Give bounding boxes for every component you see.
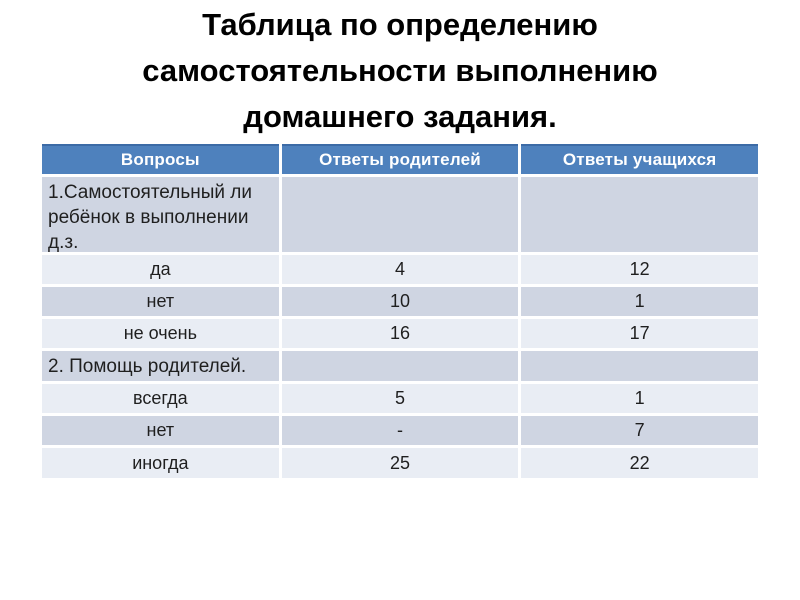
parents-cell: 16 [282,319,519,348]
question-cell: 2. Помощь родителей. [42,351,279,381]
slide-title-line-1: Таблица по определению [202,7,598,42]
parents-cell [282,351,519,381]
slide-title-line-3: домашнего задания. [243,99,557,134]
students-cell: 7 [521,416,758,445]
slide-title-line-2: самостоятельности выполнению [142,53,658,88]
question-cell: 1.Самостоятельный ли ребёнок в выполнении д.з. [42,177,279,252]
col-header-parents-answers: Ответы родителей [282,144,519,174]
answer-label-cell: нет [42,287,279,316]
students-cell: 12 [521,255,758,284]
students-cell: 1 [521,384,758,413]
answer-label-cell: иногда [42,448,279,478]
students-cell [521,351,758,381]
parents-cell [282,177,519,252]
slide-title [0,2,800,140]
parents-cell: 4 [282,255,519,284]
survey-table [42,144,758,478]
parents-cell: 25 [282,448,519,478]
parents-cell: - [282,416,519,445]
answer-label-cell: нет [42,416,279,445]
col-header-questions: Вопросы [42,144,279,174]
students-cell: 17 [521,319,758,348]
parents-cell: 10 [282,287,519,316]
answer-label-cell: да [42,255,279,284]
students-cell [521,177,758,252]
students-cell: 22 [521,448,758,478]
answer-label-cell: всегда [42,384,279,413]
students-cell: 1 [521,287,758,316]
parents-cell: 5 [282,384,519,413]
col-header-students-answers: Ответы учащихся [521,144,758,174]
answer-label-cell: не очень [42,319,279,348]
